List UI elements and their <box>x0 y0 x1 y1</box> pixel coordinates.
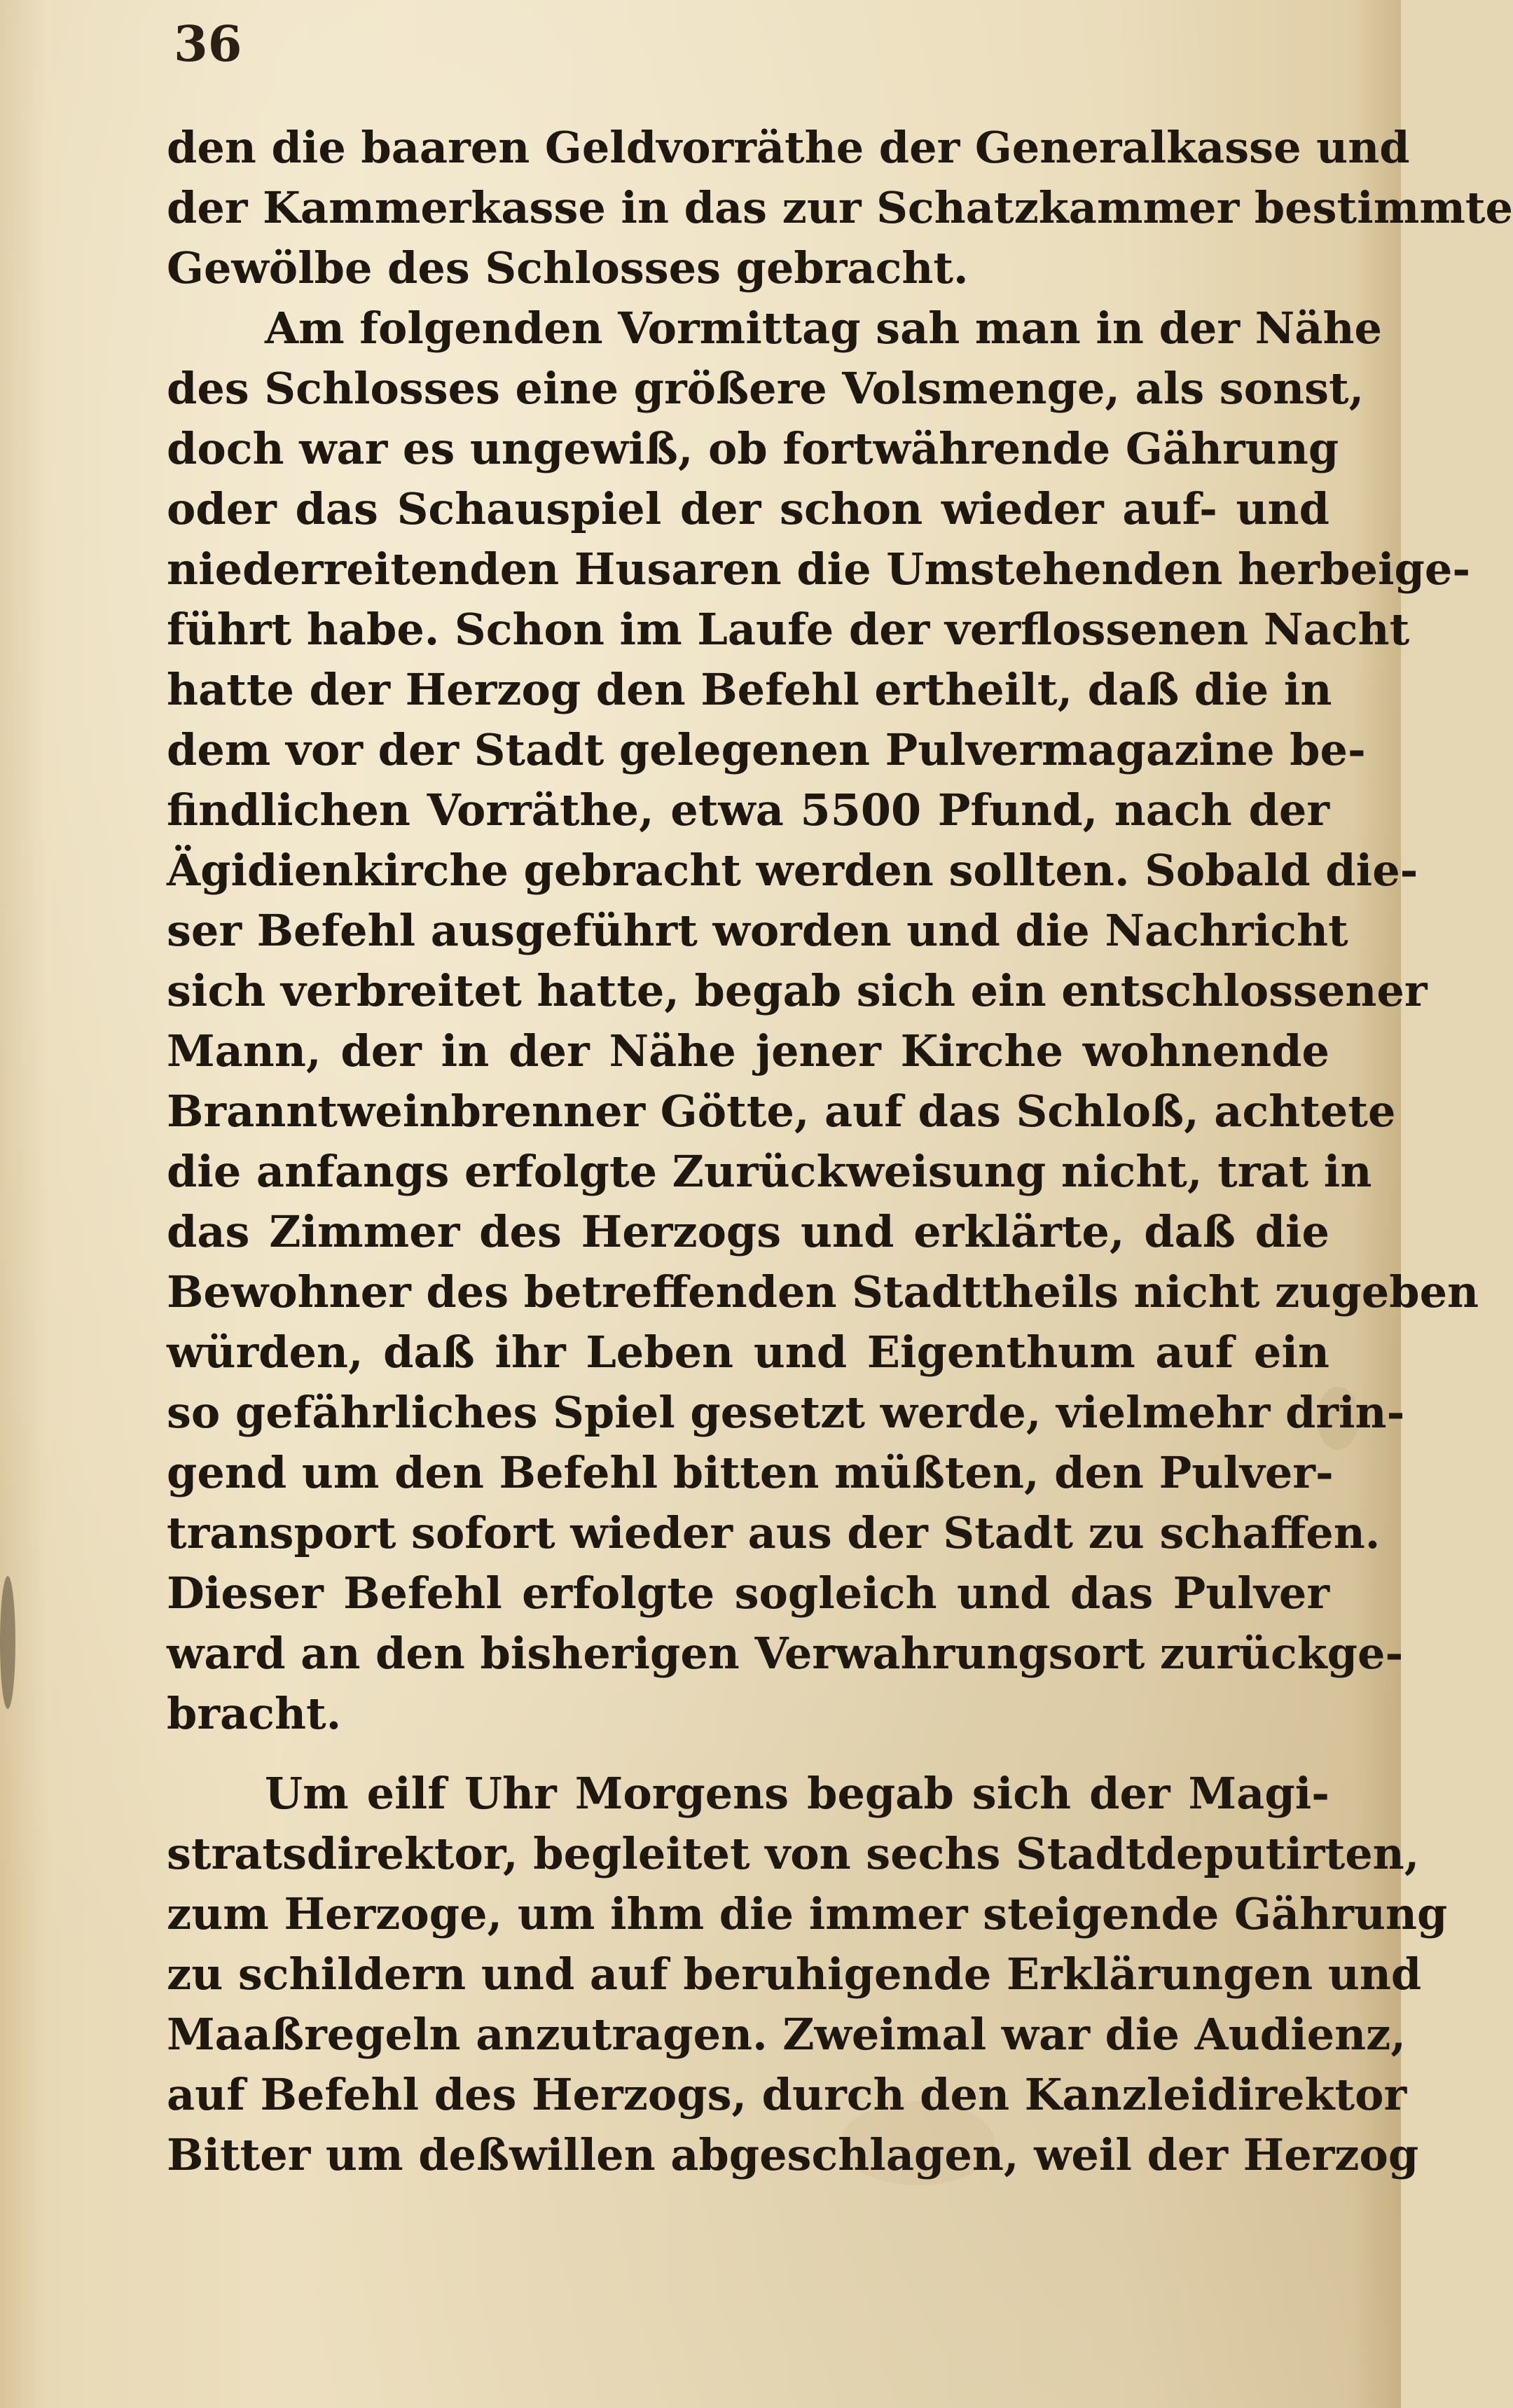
text-line: Um eilf Uhr Morgens begab sich der Magi- <box>265 1768 1329 1819</box>
text-line: des Schlosses eine größere Volsmenge, als sonst, <box>167 363 1365 414</box>
text-line: die anfangs erfolgte Zurückweisung nicht, trat in <box>167 1146 1372 1197</box>
text-line: hatte der Herzog den Befehl ertheilt, daß die in <box>167 664 1332 715</box>
text-line: das Zimmer des Herzogs und erklärte, daß die <box>167 1206 1329 1257</box>
text-line: Ägidienkirche gebracht werden sollten. Sobald die- <box>167 845 1418 896</box>
text-line: ward an den bisherigen Verwahrungsort zurückge- <box>167 1628 1404 1679</box>
text-line: transport sofort wieder aus der Stadt zu schaffen. <box>167 1507 1381 1558</box>
text-line: doch war es ungewiß, ob fortwährende Gährung <box>167 423 1339 474</box>
text-line: auf Befehl des Herzogs, durch den Kanzleidirektor <box>167 2069 1407 2120</box>
paper-stain <box>0 1576 15 1709</box>
text-line: oder das Schauspiel der schon wieder auf- und <box>167 483 1329 534</box>
text-line: führt habe. Schon im Laufe der verflossenen Nacht <box>167 604 1410 655</box>
text-line: findlichen Vorräthe, etwa 5500 Pfund, nach der <box>167 784 1329 836</box>
text-line: zum Herzoge, um ihm die immer steigende Gährung <box>167 1888 1448 1939</box>
text-line: Bitter um deßwillen abgeschlagen, weil der Herzog <box>167 2129 1419 2180</box>
text-line: niederreitenden Husaren die Umstehenden herbeige- <box>167 544 1471 595</box>
page-number: 36 <box>174 15 242 73</box>
body-text <box>167 118 1513 2185</box>
text-line: Maaßregeln anzutragen. Zweimal war die Audienz, <box>167 2009 1406 2060</box>
text-line: gend um den Befehl bitten müßten, den Pulver- <box>167 1447 1334 1498</box>
text-line: Mann, der in der Nähe jener Kirche wohnende <box>167 1025 1329 1077</box>
text-line: Am folgenden Vormittag sah man in der Nähe <box>265 303 1382 354</box>
text-line: sich verbreitet hatte, begab sich ein entschlossener <box>167 965 1428 1016</box>
text-line: dem vor der Stadt gelegenen Pulvermagazine be- <box>167 724 1366 775</box>
text-line: würden, daß ihr Leben und Eigenthum auf ein <box>167 1327 1329 1378</box>
text-line: ser Befehl ausgeführt worden und die Nachricht <box>167 905 1348 956</box>
text-line: bracht. <box>167 1688 342 1739</box>
paragraph-gap <box>167 1744 1329 1764</box>
text-line: zu schildern und auf beruhigende Erklärungen und <box>167 1949 1422 2000</box>
text-line: stratsdirektor, begleitet von sechs Stadtdeputirten, <box>167 1828 1420 1879</box>
text-line: den die baaren Geldvorräthe der Generalkasse und <box>167 122 1410 173</box>
text-line: Gewölbe des Schlosses gebracht. <box>167 242 969 293</box>
text-line: so gefährliches Spiel gesetzt werde, vielmehr drin- <box>167 1387 1405 1438</box>
text-line: der Kammerkasse in das zur Schatzkammer bestimmte <box>167 182 1513 233</box>
text-line: Branntweinbrenner Götte, auf das Schloß, achtete <box>167 1086 1396 1137</box>
text-line: Dieser Befehl erfolgte sogleich und das Pulver <box>167 1568 1329 1619</box>
text-line: Bewohner des betreffenden Stadttheils nicht zugeben <box>167 1266 1479 1317</box>
